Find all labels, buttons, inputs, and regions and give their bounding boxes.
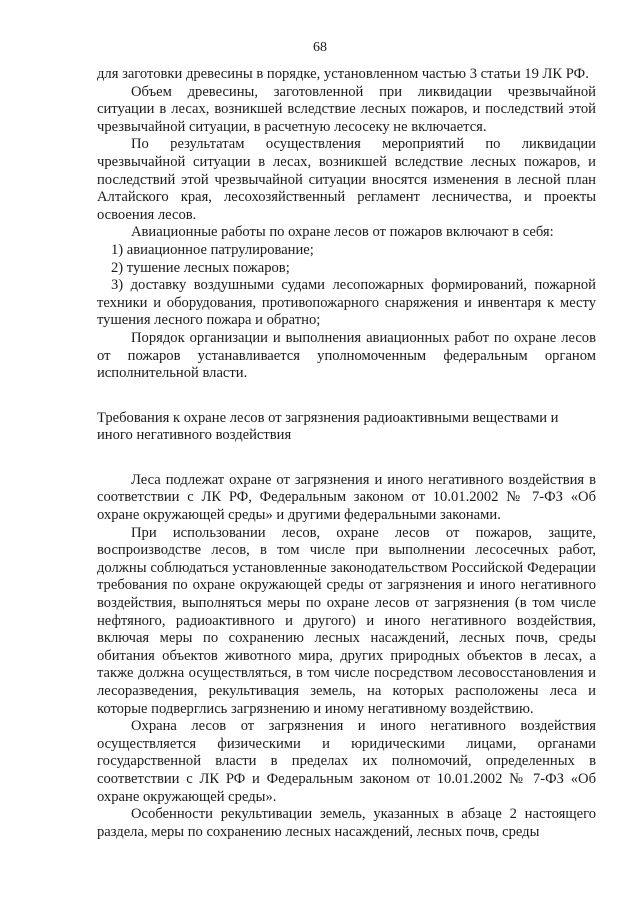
- page-number: 68: [313, 40, 327, 55]
- paragraph: Порядок организации и выполнения авиационных работ по охране лесов от пожаров устанавливается уполномоченным федеральным органом исполнительной власти.: [97, 329, 596, 382]
- paragraph: для заготовки древесины в порядке, установленном частью 3 статьи 19 ЛК РФ.: [97, 66, 589, 82]
- paragraph: Леса подлежат охране от загрязнения и иного негативного воздействия в соответствии с ЛК РФ, Федеральным законом от 10.01.2002 № 7-ФЗ «Об охране окружающей среды» и другими федеральными законами.: [97, 471, 596, 524]
- paragraph: Объем древесины, заготовленной при ликвидации чрезвычайной ситуации в лесах, возникшей вследствие лесных пожаров, и последствий этой чрезвычайной ситуации, в расчетную лесосеку не включается.: [97, 83, 596, 135]
- list-item: 2) тушение лесных пожаров;: [111, 259, 290, 276]
- section-heading: Требования к охране лесов от загрязнения радиоактивными веществами и иного негативного воздействия: [97, 409, 559, 444]
- list-item: 1) авиационное патрулирование;: [111, 241, 314, 258]
- paragraph: По результатам осуществления мероприятий по ликвидации чрезвычайной ситуации в лесах, возникшей вследствие лесных пожаров, и последствий этой чрезвычайной ситуации вносятся изменения в лесной план Алтайского края, лесохозяйственный регламент лесничества, и проекты освоения лесов.: [97, 136, 596, 223]
- paragraph: Особенности рекультивации земель, указанных в абзаце 2 настоящего раздела, меры по сохранению лесных насаждений, лесных почв, среды: [97, 806, 596, 840]
- paragraph: Авиационные работы по охране лесов от пожаров включают в себя:: [131, 224, 554, 241]
- paragraph: Охрана лесов от загрязнения и иного негативного воздействия осуществляется физическими и юридическими лицами, органами государственной власти в пределах их полномочий, определенных в соответствии с ЛК РФ и Федеральным законом от 10.01.2002 № 7-ФЗ «Об охране окружающей среды».: [97, 718, 596, 805]
- paragraph: При использовании лесов, охране лесов от пожаров, защите, воспроизводстве лесов, в том числе при выполнении лесосечных работ, должны соблюдаться установленные законодательством Российской Федерации требования по охране окружающей среды от загрязнения и иного негативного воздействия, выполняться меры по охране лесов от загрязнения (в том числе нефтяного, радиоактивного и другого) и иного негативного воздействия, включая меры по сохранению лесных насаждений, лесных почв, среды обитания объектов животного мира, других природных объектов в лесах, а также должна осуществляться, в том числе посредством лесовосстановления и лесоразведения, рекультивация земель, на которых расположены леса и которые подверглись загрязнению и иному негативному воздействию.: [97, 524, 596, 717]
- document-body: [97, 66, 596, 841]
- list-item: 3) доставку воздушными судами лесопожарных формирований, пожарной техники и оборудования, противопожарного снаряжения и инвентаря к месту тушения лесного пожара и обратно;: [97, 277, 596, 329]
